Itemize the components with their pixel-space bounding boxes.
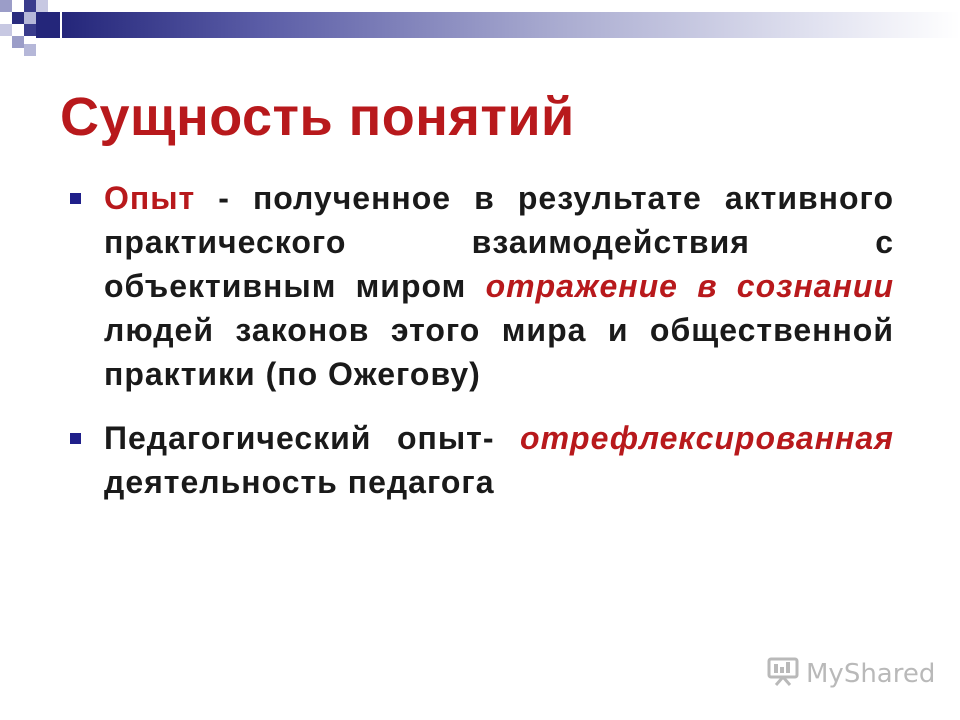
term-experience: Опыт bbox=[104, 180, 196, 216]
bullet-list bbox=[62, 176, 894, 504]
deco-square bbox=[12, 36, 24, 48]
header-gradient-bar bbox=[62, 12, 960, 38]
definition-lead: Педагогический опыт- bbox=[104, 420, 495, 456]
deco-square bbox=[24, 0, 36, 12]
deco-square bbox=[12, 12, 24, 24]
deco-square bbox=[0, 24, 12, 36]
deco-square bbox=[24, 24, 36, 36]
definition-lead: - полученное в результате активного практического взаимодействия с объективным миром bbox=[104, 180, 894, 304]
square-bullet-icon bbox=[70, 193, 81, 204]
bullet-item-experience bbox=[62, 176, 894, 396]
definition-tail: людей законов этого мира и общественной практики (по Ожегову) bbox=[104, 312, 894, 392]
header-decoration bbox=[0, 0, 960, 60]
deco-square bbox=[36, 12, 60, 38]
definition-highlight: отрефлексированная bbox=[520, 420, 895, 456]
watermark bbox=[766, 656, 935, 691]
bullet-item-pedagogical-experience bbox=[62, 416, 894, 504]
deco-square bbox=[24, 44, 36, 56]
slide-title: Сущность понятий bbox=[60, 87, 575, 147]
definition-highlight: отражение в сознании bbox=[485, 268, 895, 304]
presentation-board-icon bbox=[766, 656, 800, 691]
deco-square bbox=[0, 0, 12, 12]
deco-square bbox=[12, 0, 24, 12]
deco-square bbox=[24, 12, 36, 24]
deco-square bbox=[36, 0, 48, 12]
watermark-text: MyShared bbox=[806, 658, 936, 689]
square-bullet-icon bbox=[70, 433, 81, 444]
definition-tail: деятельность педагога bbox=[104, 464, 495, 500]
